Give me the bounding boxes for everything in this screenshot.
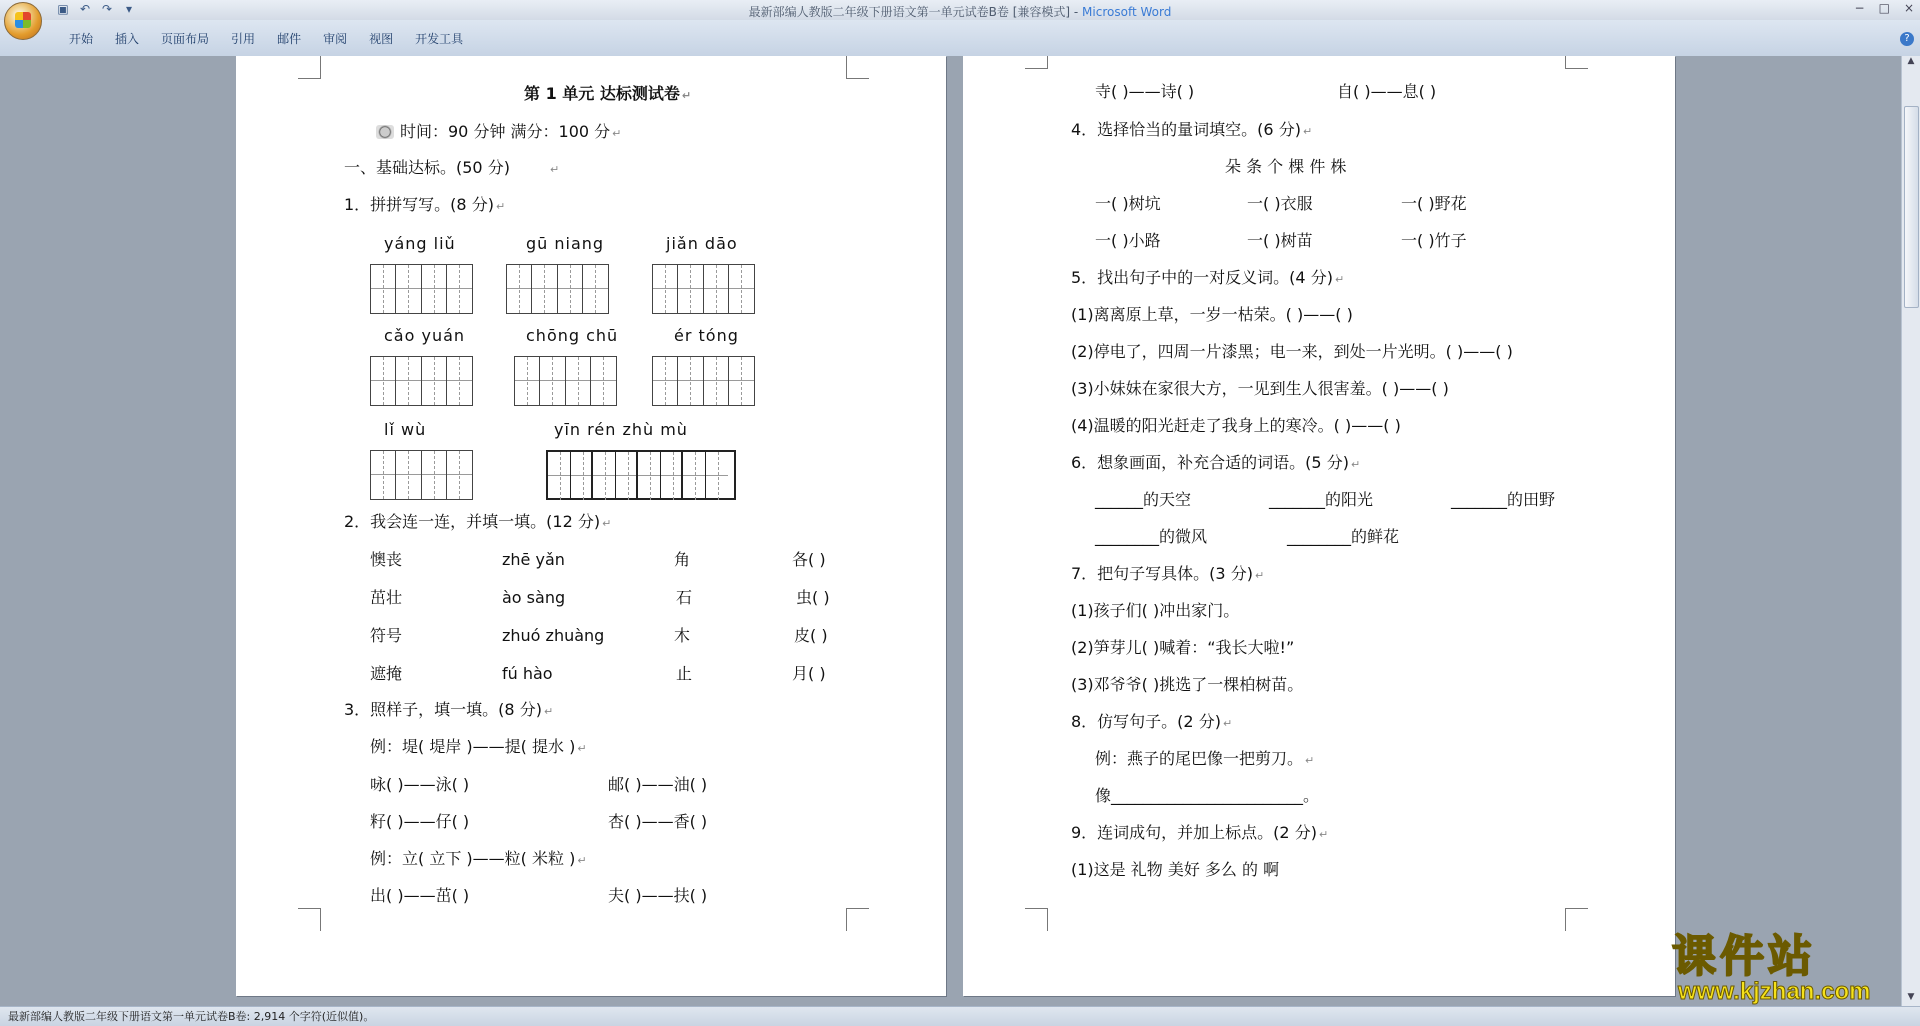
writing-grid[interactable] [652, 264, 755, 314]
scrollbar-thumb[interactable] [1904, 106, 1919, 308]
save-icon[interactable]: ▣ [57, 2, 69, 16]
fill-line[interactable]: (2)笋芽儿( )喊着：“我长大啦!” [1071, 638, 1295, 657]
writing-grid[interactable] [370, 356, 473, 406]
watermark-title: 课件站 [1672, 931, 1816, 982]
tab-insert[interactable]: 插入 [115, 32, 140, 46]
fill-line[interactable]: 夫( )——扶( ) [608, 886, 708, 905]
example-line: 例：立( 立下 )——粒( 米粒 ) ↵ [370, 849, 587, 868]
match-pinyin: zhē yǎn [502, 550, 565, 569]
fill-line[interactable]: (4)温暖的阳光赶走了我身上的寒冷。( )——( ) [1071, 416, 1401, 435]
writing-grid[interactable] [506, 264, 609, 314]
pinyin-label: gū niang [526, 234, 605, 253]
tab-view[interactable]: 视图 [369, 32, 394, 46]
tab-developer[interactable]: 开发工具 [415, 32, 464, 46]
redo-icon[interactable]: ↷ [101, 2, 113, 16]
crop-mark [1025, 56, 1048, 69]
match-radical: 角 [674, 550, 691, 569]
crop-mark [846, 56, 869, 79]
fill-line[interactable]: _______的阳光 [1269, 490, 1374, 509]
question-8: 8．仿写句子。(2 分) ↵ [1071, 712, 1233, 731]
pinyin-label: yáng liǔ [384, 234, 456, 253]
status-bar [0, 1006, 1920, 1026]
crop-mark [298, 908, 321, 931]
fill-line[interactable]: (2)停电了，四周一片漆黑；电一来，到处一片光明。( )——( ) [1071, 342, 1513, 361]
ribbon [0, 20, 1920, 57]
crop-mark [846, 908, 869, 931]
pinyin-label: chōng chū [526, 326, 619, 345]
page-right[interactable] [963, 56, 1675, 996]
fill-line[interactable]: 一( )野花 [1401, 194, 1467, 213]
match-pinyin: ào sàng [502, 588, 566, 607]
crop-mark [298, 56, 321, 79]
fill-line[interactable]: (3)邓爷爷( )挑选了一棵柏树苗。 [1071, 675, 1304, 694]
question-3: 3．照样子，填一填。(8 分) ↵ [344, 700, 554, 719]
fill-line[interactable]: 杏( )——香( ) [608, 812, 708, 831]
pinyin-label: cǎo yuán [384, 326, 466, 345]
title-bar [0, 0, 1920, 20]
fill-line[interactable]: 一( )竹子 [1401, 231, 1467, 250]
app-name: Microsoft Word [1082, 5, 1172, 19]
match-word: 茁壮 [370, 588, 403, 607]
match-word: 遮掩 [370, 664, 403, 683]
fill-line[interactable]: 寺( )——诗( ) [1095, 82, 1195, 101]
match-radical: 止 [676, 664, 693, 683]
match-radical: 木 [674, 626, 691, 645]
pinyin-label: yīn rén zhù mù [554, 420, 688, 439]
page-title: 第 1 单元 达标测试卷 ↵ [524, 84, 692, 103]
window-title [0, 3, 1920, 20]
close-button[interactable]: × [1903, 1, 1914, 15]
ribbon-tabs [58, 30, 474, 47]
scroll-up-icon[interactable]: ▲ [1907, 56, 1915, 66]
fill-line[interactable]: 籽( )——仔( ) [370, 812, 470, 831]
fill-line[interactable]: 自( )——息( ) [1337, 82, 1437, 101]
status-text: 最新部编人教版二年级下册语文第一单元试卷B卷: 2,914 个字符(近似值)。 [8, 1010, 375, 1023]
fill-line[interactable]: _______的田野 [1451, 490, 1556, 509]
watermark-url: www.kjzhan.com [1678, 978, 1871, 1005]
tab-mailings[interactable]: 邮件 [277, 32, 302, 46]
fill-line[interactable]: 一( )衣服 [1247, 194, 1313, 213]
question-9: 9．连词成句，并加上标点。(2 分) ↵ [1071, 823, 1329, 842]
fill-line[interactable]: ________的鲜花 [1287, 527, 1400, 546]
watermark-logo [1668, 920, 1908, 1012]
fill-line[interactable]: (1)离离原上草，一岁一枯荣。( )——( ) [1071, 305, 1353, 324]
fill-line[interactable]: (1)孩子们( )冲出家门。 [1071, 601, 1240, 620]
question-7: 7．把句子写具体。(3 分) ↵ [1071, 564, 1265, 583]
tab-references[interactable]: 引用 [231, 32, 256, 46]
tab-page-layout[interactable]: 页面布局 [161, 32, 210, 46]
match-fill[interactable]: 虫( ) [796, 588, 830, 607]
question-5: 5．找出句子中的一对反义词。(4 分) ↵ [1071, 268, 1345, 287]
question-1: 1．拼拼写写。(8 分) ↵ [344, 195, 506, 214]
tab-home[interactable]: 开始 [69, 32, 94, 46]
question-6: 6．想象画面，补充合适的词语。(5 分) ↵ [1071, 453, 1361, 472]
crop-mark [1565, 908, 1588, 931]
fill-line[interactable]: ________的微风 [1095, 527, 1208, 546]
example-line: 例：燕子的尾巴像一把剪刀。 ↵ [1095, 749, 1315, 768]
time-info: 时间：90 分钟 满分：100 分 ↵ [376, 122, 621, 144]
minimize-button[interactable]: − [1854, 1, 1865, 15]
match-word: 符号 [370, 626, 403, 645]
fill-line[interactable]: (1)这是 礼物 美好 多么 的 啊 [1071, 860, 1280, 879]
match-pinyin: zhuó zhuàng [502, 626, 605, 645]
fill-line[interactable]: (3)小妹妹在家很大方，一见到生人很害羞。( )——( ) [1071, 379, 1449, 398]
office-button[interactable] [4, 2, 42, 40]
question-2: 2．我会连一连，并填一填。(12 分) ↵ [344, 512, 612, 531]
undo-icon[interactable]: ↶ [79, 2, 91, 16]
fill-line[interactable]: 出( )——茁( ) [370, 886, 470, 905]
writing-grid[interactable] [370, 450, 473, 500]
fill-line[interactable]: 像________________________。 [1095, 786, 1320, 805]
maximize-button[interactable]: □ [1878, 1, 1890, 15]
pinyin-label: jiǎn dāo [666, 234, 738, 253]
writing-grid[interactable] [514, 356, 617, 406]
document-workspace [0, 56, 1902, 1006]
fill-line[interactable]: 一( )树坑 [1095, 194, 1161, 213]
writing-grid[interactable] [370, 264, 473, 314]
pinyin-label: lǐ wù [384, 420, 427, 439]
clock-icon [376, 125, 394, 139]
match-fill[interactable]: 各( ) [792, 550, 826, 569]
fill-line[interactable]: 一( )树苗 [1247, 231, 1313, 250]
vertical-scrollbar[interactable] [1901, 56, 1920, 1006]
office-logo-icon [15, 12, 31, 28]
fill-line[interactable]: 邮( )——油( ) [608, 775, 708, 794]
match-word: 懊丧 [370, 550, 403, 569]
writing-grid[interactable] [652, 356, 755, 406]
tab-review[interactable]: 审阅 [323, 32, 348, 46]
match-pinyin: fú hào [502, 664, 553, 683]
fill-line[interactable]: 咏( )——泳( ) [370, 775, 470, 794]
customize-qat-icon[interactable]: ▾ [125, 2, 133, 16]
scroll-down-icon[interactable]: ▼ [1907, 992, 1915, 1002]
match-radical: 石 [676, 588, 693, 607]
crop-mark [1025, 908, 1048, 931]
writing-grid[interactable] [546, 450, 736, 500]
crop-mark [1565, 56, 1588, 69]
document-title: 最新部编人教版二年级下册语文第一单元试卷B卷 [兼容模式] - [748, 5, 1083, 19]
question-4: 4．选择恰当的量词填空。(6 分) ↵ [1071, 120, 1313, 139]
section-heading: 一、基础达标。(50 分) ↵ [344, 158, 560, 177]
page-left[interactable] [236, 56, 946, 996]
pinyin-label: ér tóng [674, 326, 739, 345]
window-controls [1855, 1, 1914, 15]
example-line: 例：堤( 堤岸 )——提( 提水 ) ↵ [370, 737, 587, 756]
match-fill[interactable]: 皮( ) [794, 626, 828, 645]
help-icon[interactable]: ? [1900, 32, 1914, 46]
fill-line[interactable]: ______的天空 [1095, 490, 1192, 509]
measure-words: 朵 条 个 棵 件 株 [1225, 157, 1347, 176]
fill-line[interactable]: 一( )小路 [1095, 231, 1161, 250]
match-fill[interactable]: 月( ) [792, 664, 826, 683]
